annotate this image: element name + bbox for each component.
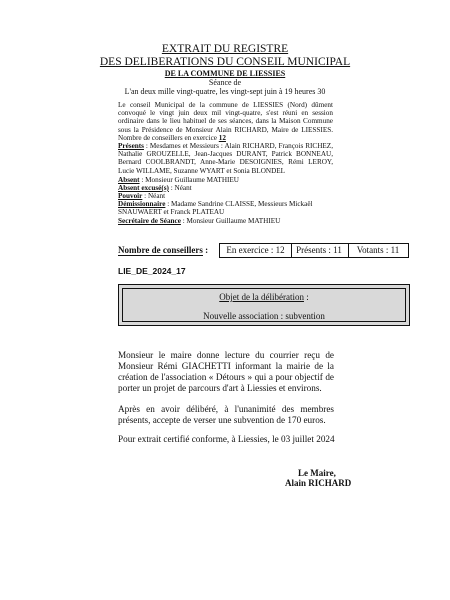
exercise-label: Nombre de conseillers en exercice xyxy=(118,133,217,142)
presents-line xyxy=(118,142,333,175)
secretaire-line xyxy=(118,217,333,225)
counts-label: Nombre de conseillers : xyxy=(118,245,209,255)
exercise-value: 12 xyxy=(218,133,226,142)
signature-name: Alain RICHARD xyxy=(285,478,352,488)
signature-role: Le Maire, xyxy=(298,468,336,478)
count-votants: Votants : 11 xyxy=(348,243,409,258)
absent-text: : Monsieur Guillaume MATHIEU xyxy=(139,176,239,184)
body-paragraph-2: Après en avoir délibéré, à l'unanimité des membres présents, accepte de verser une subvention de 170 euros. xyxy=(118,404,334,425)
deliberations-title: DES DELIBERATIONS DU CONSEIL MUNICIPAL xyxy=(99,56,351,68)
commune-title: DE LA COMMUNE DE LIESSIES xyxy=(164,69,286,78)
pouvoir-label: Pouvoir xyxy=(118,192,143,200)
secretaire-label: Secrétaire de Séance xyxy=(118,217,181,225)
objet-title: Objet de la délibération : xyxy=(219,292,309,302)
absent-label: Absent xyxy=(118,176,140,184)
seance-label: Séance de xyxy=(208,78,242,87)
objet-inner-frame xyxy=(122,288,406,322)
excuses-text: : Néant xyxy=(168,184,192,192)
deliberation-reference: LIE_DE_2024_17 xyxy=(118,266,186,276)
demission-label: Démissionnaire xyxy=(118,200,166,208)
body-paragraph-3: Pour extrait certifié conforme, à Liessies, le 03 juillet 2024 xyxy=(118,434,335,444)
secretaire-text: : Monsieur Guillaume MATHIEU xyxy=(180,217,281,225)
demission-text: : Madame Sandrine CLAISSE, Messieurs Mickaël SNAUWAERT et Franck PLATEAU xyxy=(118,200,313,217)
demission-line xyxy=(118,200,333,217)
pouvoir-text: : Néant xyxy=(142,192,166,200)
objet-value: Nouvelle association : subvention xyxy=(203,311,325,321)
register-title: EXTRAIT DU REGISTRE xyxy=(161,43,289,55)
presents-label: Présents xyxy=(118,142,144,150)
objet-box xyxy=(118,284,410,326)
count-exercice: En exercice : 12 xyxy=(219,243,292,258)
count-presents: Présents : 11 xyxy=(290,243,349,258)
excuses-label: Absent excusé(s) xyxy=(118,184,169,192)
intro-paragraph xyxy=(118,101,333,142)
intro-text: Le conseil Municipal de la commune de LIESSIES (Nord) dûment convoqué le vingt juin deux mil vingt-quatre, s'est réuni en session ordinaire dans le lieu habituel de ses séances, dans la Maison Commune sous la Présidence de Monsieur Alain RICHARD, Maire de LIESSIES. xyxy=(118,101,333,134)
body-paragraph-1: Monsieur le maire donne lecture du courrier reçu de Monsieur Rémi GIACHETTI informant la mairie de la création de l'association « Détours » qui a pour objectif de porter un projet de parcours d'art à Liessies et environs. xyxy=(118,350,334,393)
seance-date: L'an deux mille vingt-quatre, les vingt-sept juin à 19 heures 30 xyxy=(124,87,326,96)
presents-text: : Mesdames et Messieurs : Alain RICHARD, François RICHEZ, Nathalie GROUZELLE, Jean-Jacques DURANT, Patrick BONNEAU, Bernard COOLBRANDT, Anne-Marie DESOIGNIES, Rémi LEROY, Lucie WILLAME, Suzanne WYART et Sonia BLONDEL xyxy=(118,142,333,175)
